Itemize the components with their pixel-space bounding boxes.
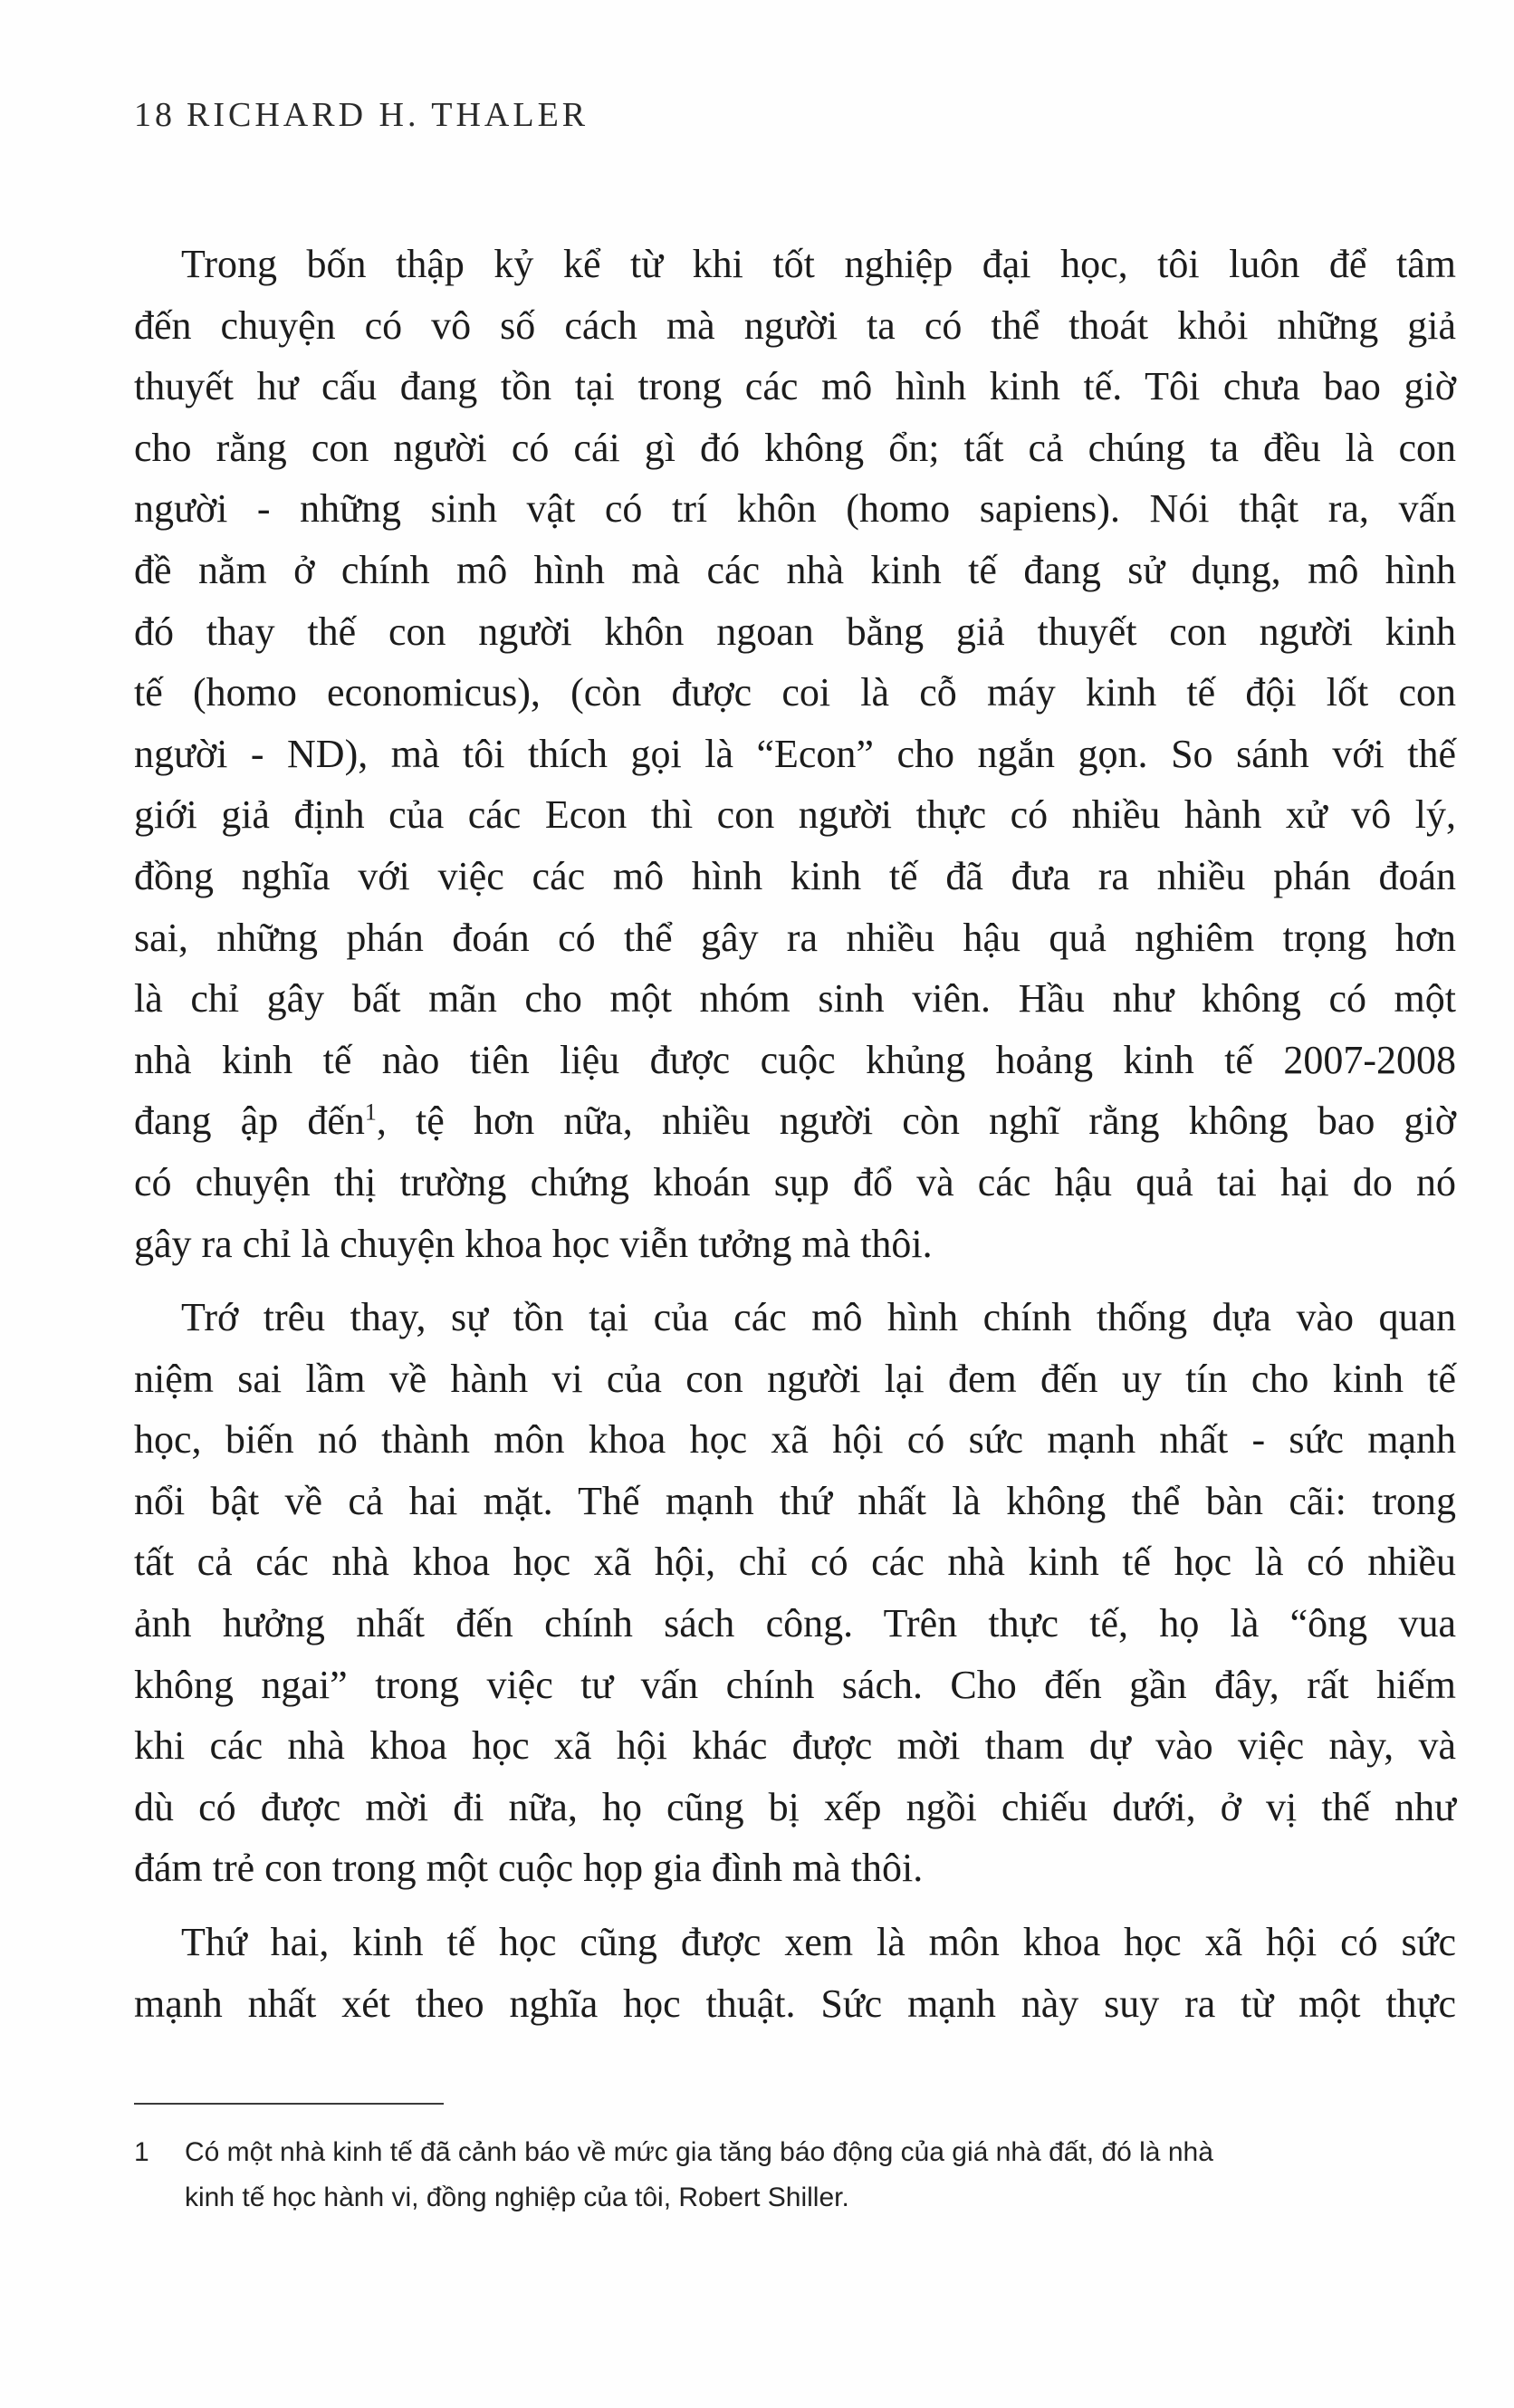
running-header	[134, 95, 589, 135]
text-line: ảnh hưởng nhất đến chính sách công. Trên thực tế, họ là “ông vua	[134, 1601, 1456, 1646]
paragraph-1	[134, 234, 1456, 1274]
text-line: tất cả các nhà khoa học xã hội, chỉ có các nhà kinh tế học là có nhiều	[134, 1540, 1456, 1585]
text-line: có chuyện thị trường chứng khoán sụp đổ và các hậu quả tai hại do nó	[134, 1159, 1456, 1204]
text-line: là chỉ gây bất mãn cho một nhóm sinh viên. Hầu như không có một	[134, 976, 1456, 1022]
text-line: người - ND), mà tôi thích gọi là “Econ” cho ngắn gọn. So sánh với thế	[134, 731, 1456, 776]
text-line: đề nằm ở chính mô hình mà các nhà kinh tế đang sử dụng, mô hình	[134, 547, 1456, 592]
text-line: đám trẻ con trong một cuộc họp gia đình mà thôi.	[134, 1846, 924, 1891]
paragraph-3	[134, 1912, 1456, 2034]
footnote-reference[interactable]: 1	[364, 1098, 377, 1126]
text-line: nổi bật về cả hai mặt. Thế mạnh thứ nhất là không thể bàn cãi: trong	[134, 1478, 1456, 1523]
text-line: đó thay thế con người khôn ngoan bằng giả thuyết con người kinh	[134, 609, 1456, 654]
text-line: người - những sinh vật có trí khôn (homo sapiens). Nói thật ra, vấn	[134, 486, 1456, 532]
text-line: dù có được mời đi nữa, họ cũng bị xếp ngồi chiếu dưới, ở vị thế như	[134, 1784, 1456, 1829]
text-line: Thứ hai, kinh tế học cũng được xem là môn khoa học xã hội có sức	[181, 1920, 1456, 1965]
footnote-number: 1	[134, 2137, 149, 2167]
text-segment: đang ập đến	[134, 1098, 365, 1144]
text-line: sai, những phán đoán có thể gây ra nhiều hậu quả nghiêm trọng hơn	[134, 915, 1456, 960]
text-line	[134, 1090, 1456, 1152]
text-line: mạnh nhất xét theo nghĩa học thuật. Sức mạnh này suy ra từ một thực	[134, 1981, 1456, 2026]
text-line: đến chuyện có vô số cách mà người ta có thể thoát khỏi những giả	[134, 302, 1456, 348]
text-line: khi các nhà khoa học xã hội khác được mời tham dự vào việc này, và	[134, 1723, 1456, 1769]
text-line: Trong bốn thập kỷ kể từ khi tốt nghiệp đại học, tôi luôn để tâm	[181, 242, 1456, 286]
text-line: giới giả định của các Econ thì con người thực có nhiều hành xử vô lý,	[134, 792, 1456, 838]
text-segment: , tệ hơn nữa, nhiều người còn nghĩ rằng không bao giờ	[376, 1098, 1456, 1144]
text-line: nhà kinh tế nào tiên liệu được cuộc khủng hoảng kinh tế 2007-2008	[134, 1037, 1456, 1082]
body-text	[134, 234, 1456, 2034]
page-number: 18	[134, 96, 176, 134]
footnote-line: Có một nhà kinh tế đã cảnh báo về mức gia tăng báo động của giá nhà đất, đó là nhà	[185, 2137, 1213, 2167]
text-line: tế (homo economicus), (còn được coi là cỗ máy kinh tế đội lốt con	[134, 670, 1456, 715]
footnote	[134, 2130, 1456, 2221]
author-name: RICHARD H. THALER	[187, 96, 589, 134]
text-line: niệm sai lầm về hành vi của con người lại đem đến uy tín cho kinh tế	[134, 1356, 1456, 1401]
paragraph-2	[134, 1287, 1456, 1899]
text-line: Trớ trêu thay, sự tồn tại của các mô hình chính thống dựa vào quan	[181, 1295, 1456, 1340]
text-line: không ngai” trong việc tư vấn chính sách. Cho đến gần đây, rất hiếm	[134, 1662, 1456, 1707]
text-line: học, biến nó thành môn khoa học xã hội có sức mạnh nhất - sức mạnh	[134, 1417, 1456, 1463]
text-line: đồng nghĩa với việc các mô hình kinh tế đã đưa ra nhiều phán đoán	[134, 853, 1456, 898]
text-line: gây ra chỉ là chuyện khoa học viễn tưởng mà thôi.	[134, 1221, 933, 1266]
footnote-line: kinh tế học hành vi, đồng nghiệp của tôi, Robert Shiller.	[185, 2183, 849, 2212]
footnote-text	[185, 2130, 1456, 2221]
text-line: cho rằng con người có cái gì đó không ổn; tất cả chúng ta đều là con	[134, 425, 1456, 470]
text-line: thuyết hư cấu đang tồn tại trong các mô hình kinh tế. Tôi chưa bao giờ	[134, 364, 1456, 409]
footnote-divider	[134, 2103, 444, 2105]
